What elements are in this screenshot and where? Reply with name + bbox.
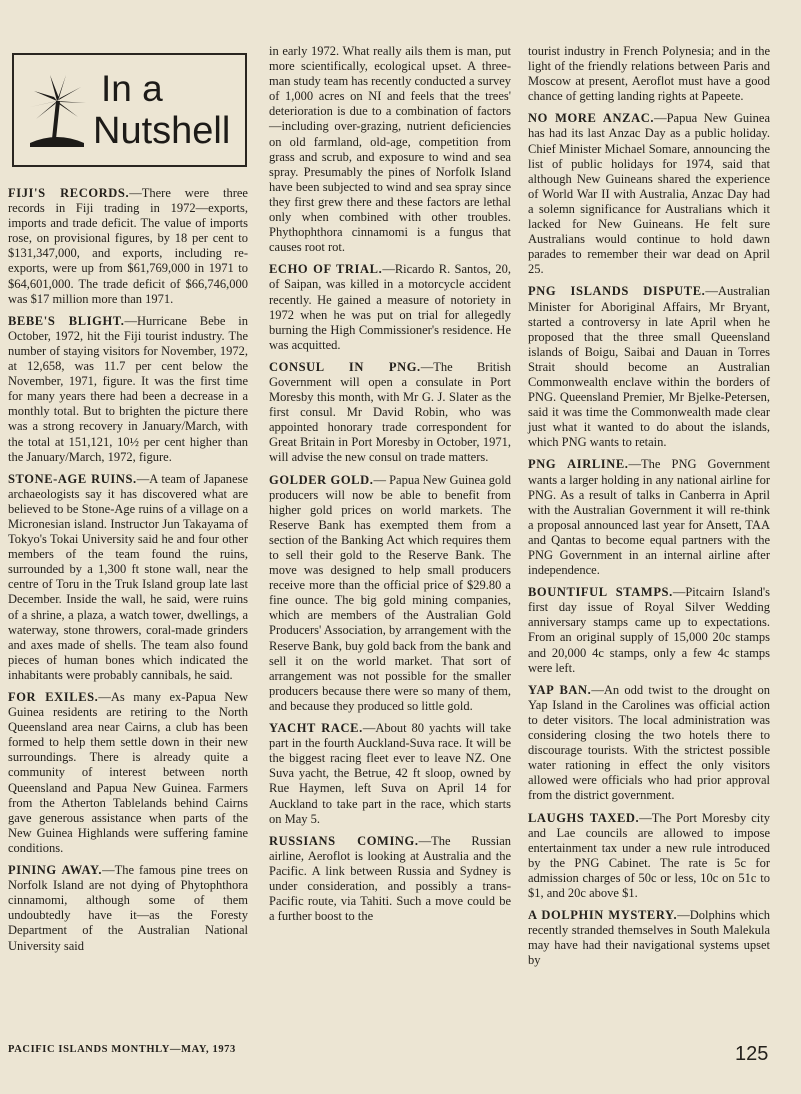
news-item-body: —Pitcairn Island's first day issue of Royal Silver Wedding anniversary stamps came up to expectations. From an original supply of 15,000 20c stamps and 20,000 4c stamps, only a few 4c stamps were left.	[528, 585, 770, 675]
palm-tree-island-icon	[26, 71, 88, 153]
news-item-body: —The British Government will open a consulate in Port Moresby this month, with Mr G. J. Slater as the first consul. Mr David Robin, who was appointed honorary trade correspondent for Great Britain in Port Moresby in October, 1971, will advise the new consul on trade matters.	[269, 359, 511, 465]
news-item-headline: PNG AIRLINE.	[528, 457, 629, 472]
news-item-body: —As many ex-Papua New Guinea residents are retiring to the North Queensland area near Cairns, a club has been formed to help them settle down in their new surroundings. There is already quite a community of interest between north Queensland and Papua New Guinea. Farmers from the Atherton Tablelands behind Cairns gave generous assistance when parts of the New Guinea Highlands were suffering famine conditions.	[8, 690, 248, 855]
news-item-headline: LAUGHS TAXED.	[528, 810, 640, 825]
news-item-headline: YAP BAN.	[528, 682, 592, 697]
news-item	[528, 811, 770, 902]
news-item	[8, 186, 248, 307]
news-item-body: —Papua New Guinea has had its last Anzac Day as a public holiday. Chief Minister Michael Somare, announcing the list of public holidays for 1974, said that although New Guineans shared the experience of World War II with Australia, Anzac Day had a solemn significance for Australians which it lacked for New Guineans. He felt sure Australians would continue to hold dawn parades to remember their war dead on April 25.	[528, 111, 771, 277]
news-item-headline: RUSSIANS COMING.	[269, 833, 419, 848]
news-item	[528, 44, 770, 104]
news-item-body: —An odd twist to the drought on Yap Island in the Carolines was official action to deter visitors. The local administration was considering closing the two hotels there to discourage tourists. With the strictest possible water rationing in effect the only visitors allowed were officials who had prior approval from the district government.	[528, 682, 771, 803]
masthead-title-line1: In a	[101, 68, 163, 109]
column-3	[528, 44, 770, 975]
news-item-headline: BOUNTIFUL STAMPS.	[528, 585, 673, 600]
news-item-headline: YACHT RACE.	[269, 721, 363, 736]
news-item	[269, 360, 511, 466]
news-item	[528, 908, 770, 968]
news-item-headline: NO MORE ANZAC.	[528, 111, 655, 126]
news-item-headline: PNG ISLANDS DISPUTE.	[528, 284, 706, 299]
news-item-body: in early 1972. What really ails them is man, put more scientifically, ecological upset. A three-man study team has recently conducted a survey of 1,000 acres on NI and feels that the trees' deterioration is due to a combination of factors—including over-grazing, nutrient deficiencies on old farmland, old-age, competition from grass and scrub, and exposure to wind and sea spray. Presumably the pines of Norfolk Island have been subjected to wind and sea spray since they first grew there and these factors are lethal only when combined with other troubles. Phythophthora cinnamomi is a fungus that causes root rot.	[269, 44, 511, 255]
news-item-body: —Ricardo R. Santos, 20, of Saipan, was killed in a motorcycle accident recently. He gained a measure of notoriety in 1972 when he was put on trial for allegedly burning the High Commissioner's residence. He was acquitted.	[269, 262, 511, 352]
news-item-headline: CONSUL IN PNG.	[269, 359, 421, 374]
news-item-body: —A team of Japanese archaeologists say it has discovered what are believed to be Stone-Age ruins of a village on a Micronesian island. Instructor Jun Takayama of Tokyo's Tokai University said he and four other members of the team found the ruins, surrounded by a 1,300 ft stone wall, near the centre of Toru in the Truk Island group late last December. Inside the wall, he said, were ruins of a shrine, a plaza, a watch tower, dwellings, a waterway, stone throwers, coral-made grinders and axes made of shells. The team also found pieces of human bones which indicated the inhabitants were probably cannibals, he said.	[8, 471, 248, 682]
news-item-headline: FOR EXILES.	[8, 690, 99, 704]
news-item	[528, 457, 770, 578]
news-item-body: —There were three records in Fiji trading in 1972—exports, imports and trade deficit. The value of imports rose, on provisional figures, by 18 per cent to $131,347,000, and exports, including re-exports, were up from $61,769,000 in 1971 to $64,601,000. The trade deficit of $66,746,000 was $17 million more than 1971.	[8, 186, 248, 306]
news-item-body: —The PNG Government wants a larger holding in any national airline for PNG. As a result of talks in Canberra in April with the Australian Government it will re-think a proposal announced last year for Ansett, TAA and Qantas to become equal partners with the PNG Government in an internal airline after independence.	[528, 457, 770, 578]
column-1	[8, 186, 248, 961]
news-item-body: tourist industry in French Polynesia; and in the light of the friendly relations between Paris and Moscow at present, Aeroflot must have a good chance of getting landing rights at Papeete.	[528, 44, 770, 104]
footer-publication-line: PACIFIC ISLANDS MONTHLY—MAY, 1973	[8, 1044, 236, 1055]
news-item	[269, 834, 511, 925]
page-number: 125	[735, 1043, 769, 1065]
news-item-headline: ECHO OF TRIAL.	[269, 262, 383, 277]
news-item	[269, 44, 511, 255]
news-item-headline: BEBE'S BLIGHT.	[8, 313, 125, 328]
news-item	[528, 585, 770, 676]
news-item-body: —The Port Moresby city and Lae councils are allowed to impose entertainment tax under a new rule introduced by the PNG Cabinet. The rate is 5c for admission charges of 50c or less, 10c on 51c to $1, and 20c above $1.	[528, 810, 770, 900]
news-item	[269, 262, 511, 353]
news-item-headline: PINING AWAY.	[8, 863, 103, 878]
news-item-body: —The Russian airline, Aeroflot is looking at Australia and the Pacific. A link between Russia and Sydney is under consideration, and possibly a trans-Pacific route, via Tahiti. Such a move could be a further boost to the	[269, 833, 511, 924]
news-item	[528, 683, 770, 804]
news-item-headline: GOLDER GOLD.	[269, 472, 374, 487]
news-item-body: — Papua New Guinea gold producers will now be able to benefit from higher gold prices on world markets. The Reserve Bank has exempted them from a section of the Banking Act which requires them to sell their gold to the Reserve Bank. The move was designed to help small producers receive more than the official price of $29.80 a fine ounce. The big gold mining companies, which are members of the Australian Gold Producers' Association, by arrangement with the Reserve Bank, buy gold back from the bank and sell it on the world market. That sort of arrangement was not possible for the smaller producers because there were so many of them, and because they produced so little gold.	[269, 472, 511, 713]
news-item-body: —Dolphins which recently stranded themselves in South Malekula may have had their navigational systems upset by	[528, 908, 770, 968]
news-item-body: —Hurricane Bebe in October, 1972, hit the Fiji tourist industry. The number of staying visitors for November, 1972, at 12,658, was 11.7 per cent below the November, 1971, figure. It was the first time for many years there had been a decrease in a monthly total. But to brighten the picture there was a strong recovery in January/March, with the total at 151,121, 10½ per cent higher than the January/March, 1972, figure.	[8, 313, 248, 464]
news-item-headline: STONE-AGE RUINS.	[8, 471, 137, 486]
news-item	[8, 863, 248, 954]
news-item-headline: FIJI'S RECORDS.	[8, 186, 130, 200]
news-item	[528, 284, 770, 450]
news-item	[8, 314, 248, 465]
news-item-body: —About 80 yachts will take part in the fourth Auckland-Suva race. It will be the biggest racing fleet ever to leave NZ. One Suva yacht, the Betrue, 42 ft sloop, owned by Rue Haymen, left Suva on April 14 for Auckland to take part in the race, which starts on May 5.	[269, 721, 511, 826]
news-item	[8, 472, 248, 683]
column-2	[269, 44, 511, 931]
news-item-headline: A DOLPHIN MYSTERY.	[528, 908, 678, 923]
news-item	[269, 721, 511, 827]
news-item	[528, 111, 770, 277]
news-item-body: —Australian Minister for Aboriginal Affairs, Mr Bryant, started a controversy in late April when he proposed that the three small Queensland islands of Boigu, Saibai and Dauan in Torres Strait should become an Australian Commonwealth enclave within the borders of PNG. Queensland Premier, Mr Bjelke-Petersen, said it was time the Commonwealth made clear just what it wanted to do about the islands, which PNG wants to retain.	[528, 284, 770, 450]
masthead-title-line2: Nutshell	[93, 110, 231, 152]
masthead-box	[12, 53, 247, 167]
news-item	[269, 473, 511, 715]
news-item-body: —The famous pine trees on Norfolk Island are not dying of Phytophthora cinnamomi, although some of them undoubtedly have it—as the Foresty Department of the Australian National University said	[8, 863, 248, 953]
news-item	[8, 690, 248, 856]
